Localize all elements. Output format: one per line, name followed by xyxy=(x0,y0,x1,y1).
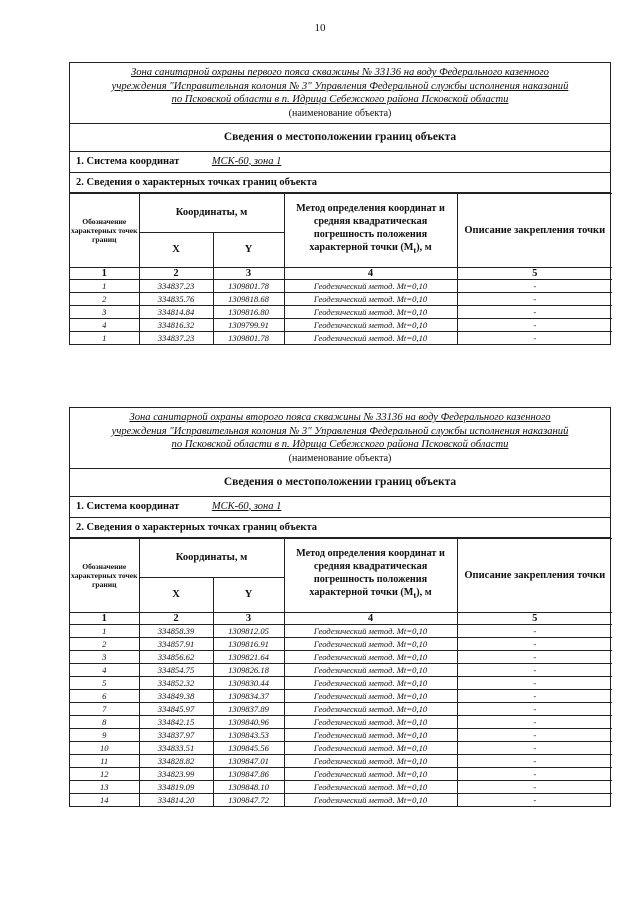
coord-y: 1309821.64 xyxy=(213,650,284,663)
points-table-body xyxy=(70,624,612,806)
table-row xyxy=(70,637,612,650)
table-row xyxy=(70,793,612,806)
fixation-description: - xyxy=(457,715,612,728)
method: Геодезический метод. Mt=0,10 xyxy=(284,279,457,292)
coord-y: 1309834.37 xyxy=(213,689,284,702)
boundary-block-first-zone xyxy=(69,62,611,345)
table-row xyxy=(70,318,612,331)
col-number: 2 xyxy=(139,267,213,279)
col-header-point-text: Обозначение характерных точек границ xyxy=(71,561,138,589)
coord-y: 1309812.05 xyxy=(213,624,284,637)
zone-title-line: по Псковской области в п. Идрица Себежского района Псковской области xyxy=(171,439,509,450)
point-number: 4 xyxy=(70,663,139,676)
fixation-description: - xyxy=(457,305,612,318)
point-number: 6 xyxy=(70,689,139,702)
method: Геодезический метод. Mt=0,10 xyxy=(284,793,457,806)
method: Геодезический метод. Mt=0,10 xyxy=(284,715,457,728)
fixation-description: - xyxy=(457,676,612,689)
points-section-label: 2. Сведения о характерных точках границ объекта xyxy=(70,173,610,193)
fixation-description: - xyxy=(457,793,612,806)
col-number: 4 xyxy=(284,267,457,279)
coordinate-system-value: МСК-60, зона 1 xyxy=(211,155,282,167)
table-row xyxy=(70,754,612,767)
coord-x: 334835.76 xyxy=(139,292,213,305)
coord-x: 334837.23 xyxy=(139,331,213,344)
section-title: Сведения о местоположении границ объекта xyxy=(70,469,610,497)
coordinate-system-label: 1. Система координат xyxy=(76,500,180,512)
coord-y: 1309826.18 xyxy=(213,663,284,676)
method: Геодезический метод. Mt=0,10 xyxy=(284,676,457,689)
col-number: 4 xyxy=(284,612,457,624)
coord-y: 1309830.44 xyxy=(213,676,284,689)
fixation-description: - xyxy=(457,754,612,767)
fixation-description: - xyxy=(457,702,612,715)
zone-title xyxy=(76,66,604,107)
point-number: 14 xyxy=(70,793,139,806)
point-number: 2 xyxy=(70,637,139,650)
coord-y: 1309816.91 xyxy=(213,637,284,650)
coord-y: 1309845.56 xyxy=(213,741,284,754)
method: Геодезический метод. Mt=0,10 xyxy=(284,650,457,663)
table-row xyxy=(70,741,612,754)
object-name-cell xyxy=(70,63,610,124)
point-number: 3 xyxy=(70,650,139,663)
coord-x: 334854.75 xyxy=(139,663,213,676)
coord-y: 1309818.68 xyxy=(213,292,284,305)
coord-x: 334814.20 xyxy=(139,793,213,806)
col-header-method-text: Метод определения координат и средняя квадратическая погрешность положения характерной точки (M xyxy=(296,548,445,599)
table-row xyxy=(70,689,612,702)
method: Геодезический метод. Mt=0,10 xyxy=(284,663,457,676)
points-table-body xyxy=(70,279,612,344)
section-title: Сведения о местоположении границ объекта xyxy=(70,124,610,152)
table-row xyxy=(70,292,612,305)
page-number: 10 xyxy=(314,22,326,34)
fixation-description: - xyxy=(457,279,612,292)
zone-title xyxy=(76,411,604,452)
point-number: 11 xyxy=(70,754,139,767)
point-number: 12 xyxy=(70,767,139,780)
point-number: 4 xyxy=(70,318,139,331)
fixation-description: - xyxy=(457,637,612,650)
fixation-description: - xyxy=(457,331,612,344)
coordinate-system-value: МСК-60, зона 1 xyxy=(211,500,282,512)
table-row xyxy=(70,305,612,318)
coord-y: 1309847.86 xyxy=(213,767,284,780)
table-row xyxy=(70,767,612,780)
zone-title-line: Зона санитарной охраны первого пояса скважины № 33136 на воду Федерального казенного xyxy=(131,67,549,78)
col-header-x: X xyxy=(139,577,213,612)
coord-x: 334828.82 xyxy=(139,754,213,767)
method: Геодезический метод. Mt=0,10 xyxy=(284,702,457,715)
coord-x: 334842.15 xyxy=(139,715,213,728)
fixation-description: - xyxy=(457,689,612,702)
coord-x: 334856.62 xyxy=(139,650,213,663)
fixation-description: - xyxy=(457,767,612,780)
table-row xyxy=(70,728,612,741)
coord-y: 1309801.78 xyxy=(213,331,284,344)
fixation-description: - xyxy=(457,663,612,676)
object-caption: (наименование объекта) xyxy=(288,452,392,464)
table-row xyxy=(70,624,612,637)
col-number: 3 xyxy=(213,612,284,624)
coord-x: 334823.99 xyxy=(139,767,213,780)
coord-x: 334858.39 xyxy=(139,624,213,637)
zone-title-line: Зона санитарной охраны второго пояса скважины № 33136 на воду Федерального казенного xyxy=(129,412,551,423)
method: Геодезический метод. Mt=0,10 xyxy=(284,754,457,767)
points-section-label: 2. Сведения о характерных точках границ объекта xyxy=(70,518,610,538)
method: Геодезический метод. Mt=0,10 xyxy=(284,780,457,793)
col-header-y: Y xyxy=(213,232,284,267)
col-header-description: Описание закрепления точки xyxy=(457,193,612,267)
method: Геодезический метод. Mt=0,10 xyxy=(284,728,457,741)
point-number: 1 xyxy=(70,279,139,292)
fixation-description: - xyxy=(457,728,612,741)
coord-y: 1309799.91 xyxy=(213,318,284,331)
table-row xyxy=(70,702,612,715)
col-header-x: X xyxy=(139,232,213,267)
method: Геодезический метод. Mt=0,10 xyxy=(284,305,457,318)
coord-y: 1309837.89 xyxy=(213,702,284,715)
coord-x: 334849.38 xyxy=(139,689,213,702)
col-header-method-end: ), м xyxy=(416,587,432,599)
points-table xyxy=(70,193,612,344)
fixation-description: - xyxy=(457,318,612,331)
col-header-description: Описание закрепления точки xyxy=(457,538,612,612)
col-header-point xyxy=(70,193,139,267)
table-row xyxy=(70,331,612,344)
point-number: 8 xyxy=(70,715,139,728)
boundary-block-second-zone xyxy=(69,407,611,807)
coordinate-system-label: 1. Система координат xyxy=(76,155,180,167)
point-number: 5 xyxy=(70,676,139,689)
coord-y: 1309847.72 xyxy=(213,793,284,806)
coord-x: 334845.97 xyxy=(139,702,213,715)
col-number: 5 xyxy=(457,612,612,624)
point-number: 3 xyxy=(70,305,139,318)
table-row xyxy=(70,650,612,663)
col-header-method-sub: t xyxy=(413,245,417,256)
table-row xyxy=(70,715,612,728)
method: Геодезический метод. Mt=0,10 xyxy=(284,767,457,780)
coord-x: 334837.23 xyxy=(139,279,213,292)
table-row xyxy=(70,279,612,292)
object-caption: (наименование объекта) xyxy=(288,107,392,119)
fixation-description: - xyxy=(457,780,612,793)
col-number: 1 xyxy=(70,612,139,624)
coord-y: 1309801.78 xyxy=(213,279,284,292)
zone-title-line: учреждения "Исправительная колония № 3" Управления Федеральной службы исполнения наказаний xyxy=(111,425,569,437)
point-number: 1 xyxy=(70,624,139,637)
method: Геодезический метод. Mt=0,10 xyxy=(284,637,457,650)
coord-y: 1309840.96 xyxy=(213,715,284,728)
method: Геодезический метод. Mt=0,10 xyxy=(284,318,457,331)
col-number: 2 xyxy=(139,612,213,624)
coordinate-system-row xyxy=(70,497,610,518)
coord-x: 334857.91 xyxy=(139,637,213,650)
point-number: 2 xyxy=(70,292,139,305)
fixation-description: - xyxy=(457,741,612,754)
table-row xyxy=(70,663,612,676)
object-name-cell xyxy=(70,408,610,469)
coord-x: 334819.09 xyxy=(139,780,213,793)
coord-x: 334814.84 xyxy=(139,305,213,318)
coord-y: 1309847.01 xyxy=(213,754,284,767)
col-number: 3 xyxy=(213,267,284,279)
col-header-method-text: Метод определения координат и средняя квадратическая погрешность положения характерной точки (M xyxy=(296,203,445,254)
point-number: 7 xyxy=(70,702,139,715)
coord-x: 334837.97 xyxy=(139,728,213,741)
col-header-y: Y xyxy=(213,577,284,612)
coord-y: 1309843.53 xyxy=(213,728,284,741)
method: Геодезический метод. Mt=0,10 xyxy=(284,624,457,637)
col-header-method xyxy=(284,538,457,612)
col-header-point xyxy=(70,538,139,612)
coord-y: 1309848.10 xyxy=(213,780,284,793)
coord-x: 334833.51 xyxy=(139,741,213,754)
zone-title-line: по Псковской области в п. Идрица Себежского района Псковской области xyxy=(171,94,509,105)
method: Геодезический метод. Mt=0,10 xyxy=(284,741,457,754)
col-header-method xyxy=(284,193,457,267)
method: Геодезический метод. Mt=0,10 xyxy=(284,292,457,305)
fixation-description: - xyxy=(457,292,612,305)
zone-title-line: учреждения "Исправительная колония № 3" Управления Федеральной службы исполнения наказаний xyxy=(111,80,569,92)
col-number: 5 xyxy=(457,267,612,279)
table-row xyxy=(70,676,612,689)
coord-x: 334816.32 xyxy=(139,318,213,331)
point-number: 13 xyxy=(70,780,139,793)
coordinate-system-row xyxy=(70,152,610,173)
method: Геодезический метод. Mt=0,10 xyxy=(284,689,457,702)
col-header-method-end: ), м xyxy=(416,242,432,254)
fixation-description: - xyxy=(457,624,612,637)
col-number: 1 xyxy=(70,267,139,279)
method: Геодезический метод. Mt=0,10 xyxy=(284,331,457,344)
coord-x: 334852.32 xyxy=(139,676,213,689)
point-number: 1 xyxy=(70,331,139,344)
col-header-method-sub: t xyxy=(413,590,417,601)
points-table xyxy=(70,538,612,806)
col-header-coords: Координаты, м xyxy=(139,193,284,232)
fixation-description: - xyxy=(457,650,612,663)
col-header-coords: Координаты, м xyxy=(139,538,284,577)
point-number: 9 xyxy=(70,728,139,741)
point-number: 10 xyxy=(70,741,139,754)
col-header-point-text: Обозначение характерных точек границ xyxy=(71,216,138,244)
table-row xyxy=(70,780,612,793)
coord-y: 1309816.80 xyxy=(213,305,284,318)
